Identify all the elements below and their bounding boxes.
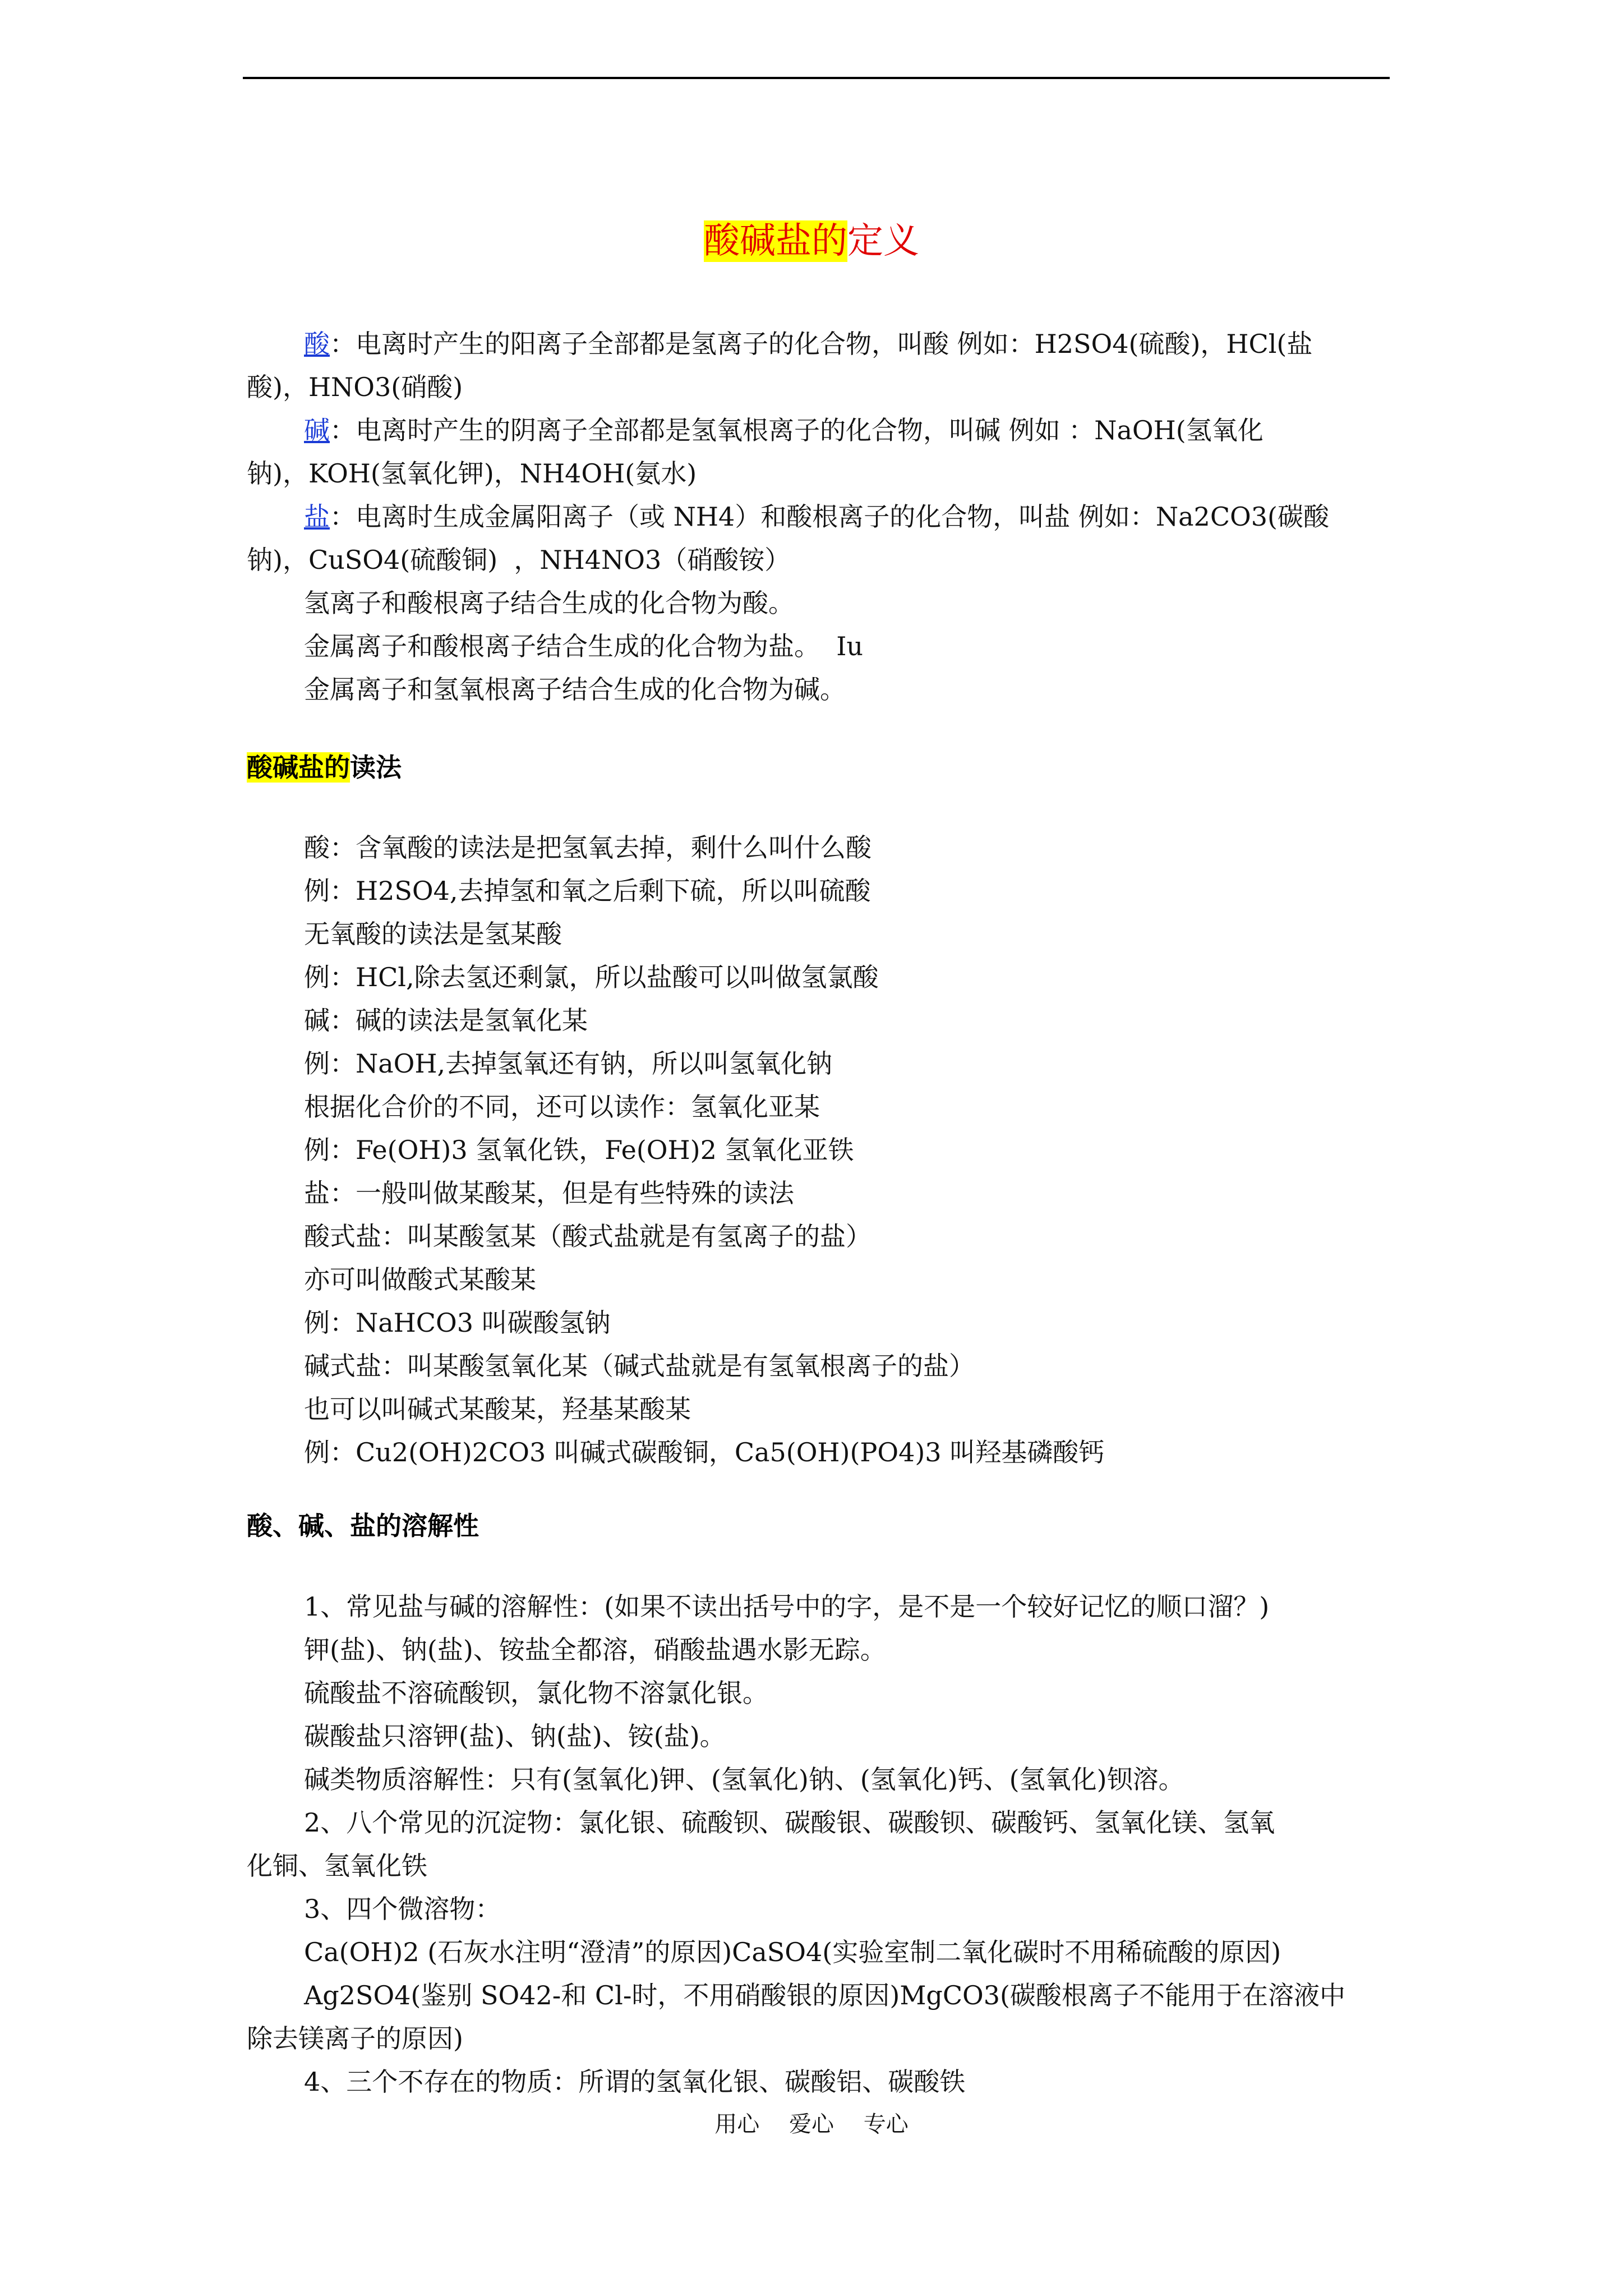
reading-line: 亦可叫做酸式某酸某	[304, 1264, 536, 1295]
definition-salt-line2: 钠)，CuSO4(硫酸铜) ，NH4NO3（硝酸铵）	[247, 545, 791, 575]
heading-highlighted: 酸碱盐的	[247, 752, 350, 783]
definition-acid-line1	[247, 323, 1394, 366]
definition-base-line2: 钠)，KOH(氢氧化钾)，NH4OH(氨水)	[247, 458, 697, 489]
solubility-block	[247, 1585, 1394, 2104]
def-note: 金属离子和氢氧根离子结合生成的化合物为碱。	[304, 674, 846, 705]
term-link-salt[interactable]: 盐	[304, 501, 330, 532]
reading-line: 根据化合价的不同，还可以读作：氢氧化亚某	[304, 1092, 820, 1122]
reading-line: 例：H2SO4,去掉氢和氧之后剩下硫，所以叫硫酸	[304, 876, 871, 906]
section-heading-reading	[247, 746, 1394, 789]
solubility-line: 碱类物质溶解性：只有(氢氧化)钾、(氢氧化)钠、(氢氧化)钙、(氢氧化)钡溶。	[304, 1764, 1184, 1795]
solubility-line: 4、三个不存在的物质：所谓的氢氧化银、碳酸铝、碳酸铁	[304, 2067, 966, 2097]
header-rule	[243, 77, 1390, 79]
definition-text: ：电离时生成金属阳离子（或 NH4）和酸根离子的化合物，叫盐 例如：Na2CO3(碳酸	[330, 501, 1329, 532]
reading-line: 例：NaHCO3 叫碳酸氢钠	[304, 1308, 611, 1338]
heading-rest: 读法	[350, 752, 402, 783]
reading-line: 例：Cu2(OH)2CO3 叫碱式碳酸铜，Ca5(OH)(PO4)3 叫羟基磷酸钙	[304, 1437, 1105, 1467]
definition-base-line1	[247, 409, 1394, 452]
solubility-line: 碳酸盐只溶钾(盐)、钠(盐)、铵(盐)。	[304, 1721, 726, 1751]
reading-line: 例：NaOH,去掉氢氧还有钠，所以叫氢氧化钠	[304, 1048, 833, 1079]
definition-salt-line1	[247, 495, 1394, 539]
reading-line: 无氧酸的读法是氢某酸	[304, 919, 562, 949]
def-note: 金属离子和酸根离子结合生成的化合物为盐。 Iu	[304, 631, 864, 661]
title-highlighted: 酸碱盐的	[704, 220, 847, 262]
page-title	[0, 216, 1623, 266]
solubility-line: 3、四个微溶物：	[304, 1894, 501, 1924]
solubility-line: 2、八个常见的沉淀物：氯化银、硫酸钡、碳酸银、碳酸钡、碳酸钙、氢氧化镁、氢氧	[304, 1807, 1275, 1838]
solubility-line: 钾(盐)、钠(盐)、铵盐全都溶，硝酸盐遇水影无踪。	[304, 1635, 886, 1665]
reading-rules-block	[247, 826, 1394, 1474]
definition-acid-line2: 酸)，HNO3(硝酸)	[247, 372, 463, 402]
reading-line: 例：HCl,除去氢还剩氯，所以盐酸可以叫做氢氯酸	[304, 962, 879, 992]
reading-line: 盐：一般叫做某酸某，但是有些特殊的读法	[304, 1178, 794, 1208]
term-link-base[interactable]: 碱	[304, 415, 330, 445]
definition-text: ：电离时产生的阴离子全部都是氢氧根离子的化合物，叫碱 例如 ：NaOH(氢氧化	[330, 415, 1264, 445]
solubility-line: Ca(OH)2 (石灰水注明“澄清”的原因)CaSO4(实验室制二氧化碳时不用稀硫酸的原因)	[304, 1937, 1281, 1967]
term-link-acid[interactable]: 酸	[304, 329, 330, 359]
solubility-line: 化铜、氢氧化铁	[247, 1851, 427, 1881]
def-note: 氢离子和酸根离子结合生成的化合物为酸。	[304, 588, 794, 618]
reading-line: 碱式盐：叫某酸氢氧化某（碱式盐就是有氢氧根离子的盐）	[304, 1351, 975, 1381]
definition-text: ：电离时产生的阳离子全部都是氢离子的化合物，叫酸 例如：H2SO4(硫酸)，HCl(盐	[330, 329, 1313, 359]
definitions-block	[247, 323, 1394, 711]
section-heading-solubility: 酸、碱、盐的溶解性	[247, 1511, 479, 1541]
title-rest: 定义	[847, 220, 919, 262]
reading-line: 例：Fe(OH)3 氢氧化铁，Fe(OH)2 氢氧化亚铁	[304, 1135, 854, 1165]
page-footer: 用心 爱心 专心	[714, 2111, 909, 2137]
reading-line: 碱：碱的读法是氢氧化某	[304, 1005, 588, 1036]
solubility-line: Ag2SO4(鉴别 SO42-和 Cl-时，不用硝酸银的原因)MgCO3(碳酸根离子不能用于在溶液中	[304, 1980, 1345, 2010]
solubility-line: 硫酸盐不溶硫酸钡，氯化物不溶氯化银。	[304, 1678, 768, 1708]
solubility-line: 除去镁离子的原因)	[247, 2023, 463, 2054]
reading-line: 也可以叫碱式某酸某，羟基某酸某	[304, 1394, 691, 1424]
reading-line: 酸：含氧酸的读法是把氢氧去掉，剩什么叫什么酸	[304, 832, 872, 863]
reading-line: 酸式盐：叫某酸氢某（酸式盐就是有氢离子的盐）	[304, 1221, 872, 1251]
solubility-line: 1、常见盐与碱的溶解性：(如果不读出括号中的字，是不是一个较好记忆的顺口溜？)	[304, 1591, 1270, 1622]
